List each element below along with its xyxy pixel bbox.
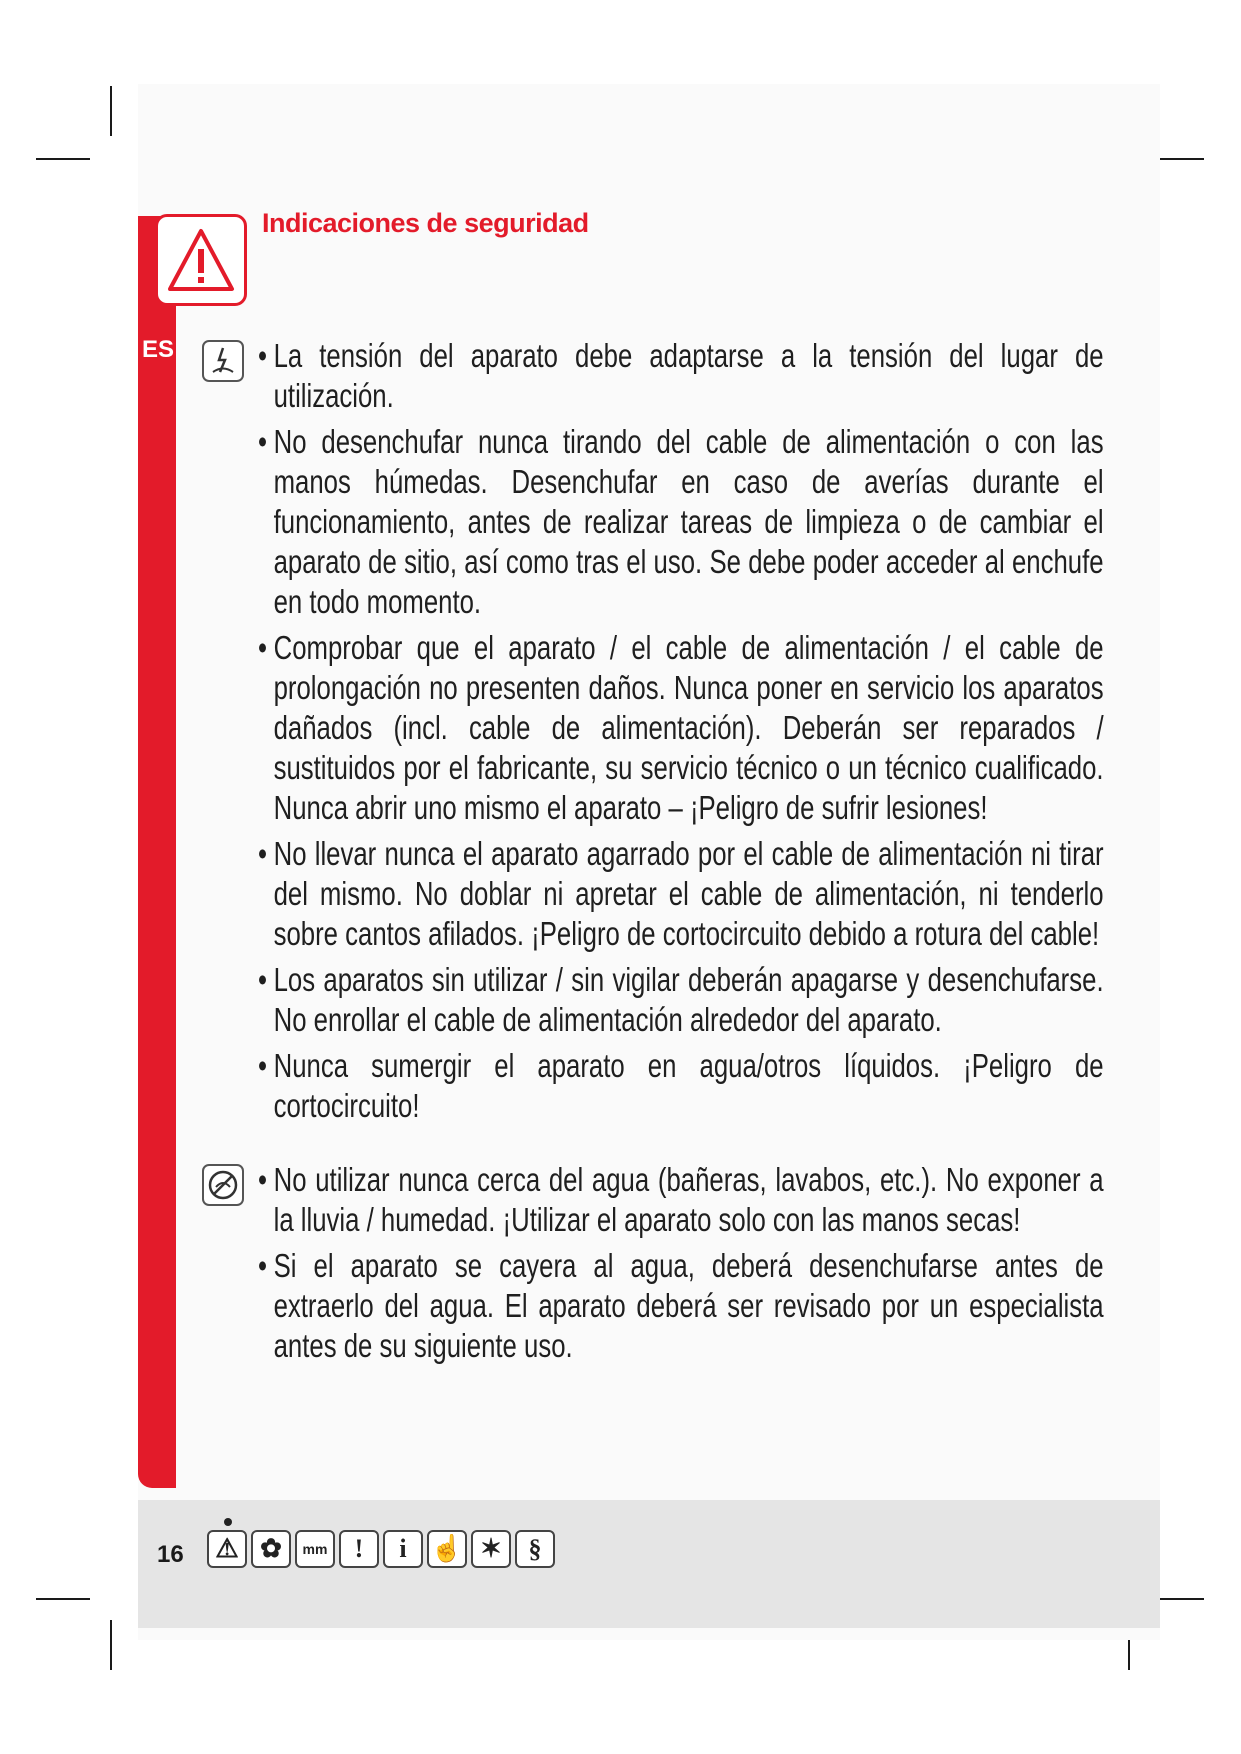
no-water-icon xyxy=(202,1164,244,1206)
warning-triangle-icon xyxy=(155,214,247,306)
page-number: 16 xyxy=(157,1541,184,1568)
electric-shock-icon xyxy=(202,340,244,382)
info-icon: i xyxy=(383,1530,423,1568)
list-item: • No desenchufar nunca tirando del cable de alimentación o con las manos húmedas. Desenchufar en caso de averías durante el funcionamiento, antes de realizar tareas de limpieza o de cambiar el aparato de sitio, así como tras el uso. Se debe poder acceder al enchufe en todo momento. xyxy=(258,422,1104,622)
active-indicator-dot xyxy=(224,1518,232,1526)
list-item: • Si el aparato se cayera al agua, deberá desenchufarse antes de extraerlo del agua. El aparato deberá ser revisado por un especialista antes de su siguiente uso. xyxy=(258,1246,1104,1366)
list-item: • No llevar nunca el aparato agarrado por el cable de alimentación ni tirar del mismo. No doblar ni apretar el cable de alimentación, ni tenderlo sobre cantos afilados. ¡Peligro de cortocircuito debido a rotura del cable! xyxy=(258,834,1104,954)
list-item: • No utilizar nunca cerca del agua (bañeras, lavabos, etc.). No exponer a la lluvia / humedad. ¡Utilizar el aparato solo con las manos secas! xyxy=(258,1160,1104,1240)
list-item: • La tensión del aparato debe adaptarse a la tensión del lugar de utilización. xyxy=(258,336,1104,416)
ruler-icon: mm xyxy=(295,1530,335,1568)
crop-mark xyxy=(36,1598,90,1600)
crop-mark xyxy=(36,158,90,160)
hand-icon: ☝ xyxy=(427,1530,467,1568)
list-item: • Los aparatos sin utilizar / sin vigilar deberán apagarse y desenchufarse. No enrollar el cable de alimentación alrededor del aparato. xyxy=(258,960,1104,1040)
language-band xyxy=(138,216,176,1488)
warning-icon: ⚠ xyxy=(207,1530,247,1568)
footer-icon-row xyxy=(207,1530,555,1568)
water-safety-list xyxy=(258,1160,1104,1372)
list-item: • Comprobar que el aparato / el cable de alimentación / el cable de prolongación no presenten daños. Nunca poner en servicio los aparatos dañados (incl. cable de alimentación). Deberán ser reparados / sustituidos por el fabricante, su servicio técnico o un técnico cualificado. Nunca abrir uno mismo el aparato – ¡Peligro de sufrir lesiones! xyxy=(258,628,1104,828)
crop-mark xyxy=(110,1620,112,1670)
list-item: • Nunca sumergir el aparato en agua/otros líquidos. ¡Peligro de cortocircuito! xyxy=(258,1046,1104,1126)
section-title: Indicaciones de seguridad xyxy=(262,208,589,238)
crop-mark xyxy=(110,86,112,136)
exclamation-icon: ! xyxy=(339,1530,379,1568)
language-tag: ES xyxy=(142,336,175,363)
electrical-safety-list xyxy=(258,336,1104,1132)
paragraph-icon: § xyxy=(515,1530,555,1568)
flower-icon: ✿ xyxy=(251,1530,291,1568)
asterisk-icon: ✶ xyxy=(471,1530,511,1568)
